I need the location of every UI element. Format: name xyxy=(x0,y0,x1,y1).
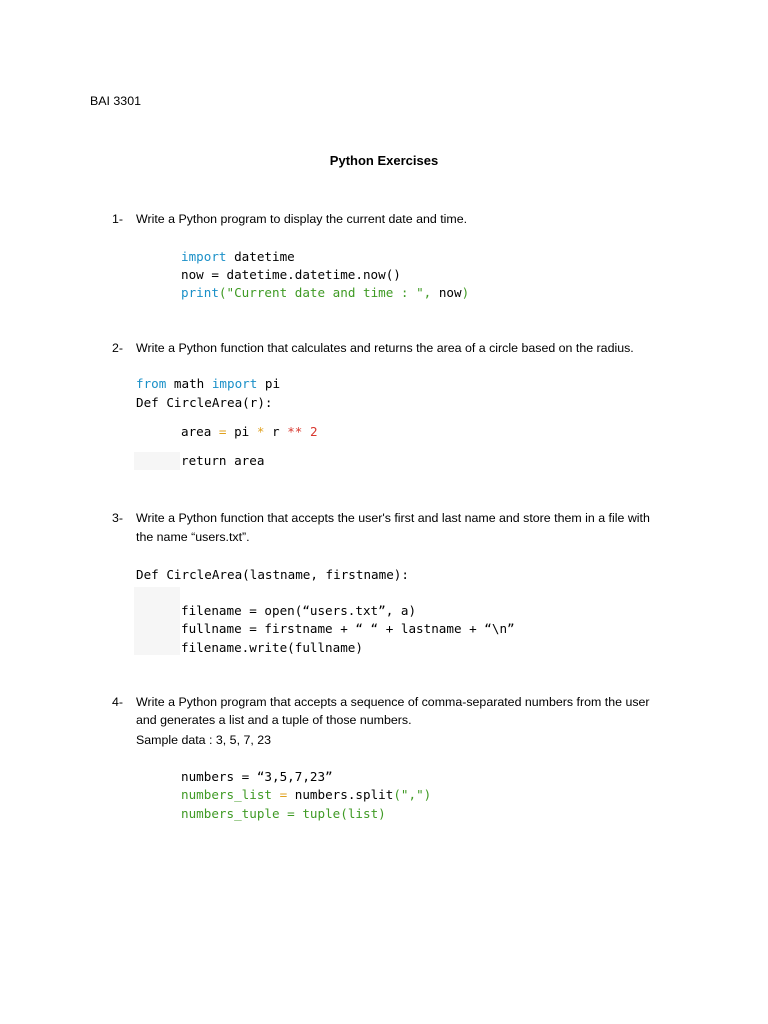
code-line: Def CircleArea(lastname, firstname): xyxy=(136,567,409,582)
keyword: import xyxy=(181,249,227,264)
operator: = xyxy=(287,806,295,821)
operator: * xyxy=(256,424,265,439)
course-code: BAI 3301 xyxy=(90,94,141,108)
code-line: filename.write(fullname) xyxy=(181,640,363,655)
code-text: pi xyxy=(226,424,257,439)
number-literal: 2 xyxy=(302,424,318,439)
exercise-number: 3- xyxy=(112,511,124,525)
string-literal: "Current date and time : ", xyxy=(226,285,432,300)
code-line: fullname = firstname + “ “ + lastname + “\n” xyxy=(181,621,515,636)
code-text: math xyxy=(166,376,212,391)
code-line: now = datetime.datetime.now() xyxy=(181,267,401,282)
indent-shading xyxy=(134,452,180,470)
code-line xyxy=(181,285,469,300)
exercise-prompt-line-2: the name “users.txt”. xyxy=(136,530,250,544)
exercise-number: 4- xyxy=(112,695,124,709)
exercise-prompt: Write a Python program to display the current date and time. xyxy=(136,212,468,226)
code-text: area xyxy=(181,424,219,439)
code-text: r xyxy=(264,424,288,439)
keyword: print xyxy=(181,285,219,300)
exercise-number: 2- xyxy=(112,341,124,355)
code-line xyxy=(181,249,295,264)
code-text: numbers_tuple xyxy=(181,806,288,821)
code-text: numbers_list xyxy=(181,787,280,802)
code-line xyxy=(181,806,386,821)
code-line xyxy=(136,376,280,391)
code-line xyxy=(181,424,318,439)
indent-shading xyxy=(134,587,180,655)
page-title: Python Exercises xyxy=(329,153,439,168)
code-text: pi xyxy=(257,376,281,391)
code-text: now xyxy=(431,285,462,300)
code-text: numbers.split xyxy=(287,787,394,802)
code-punct: ( xyxy=(218,285,227,300)
keyword: from xyxy=(136,376,167,391)
code-line: Def CircleArea(r): xyxy=(136,395,273,410)
string-literal: (",") xyxy=(393,787,432,802)
exercise-number: 1- xyxy=(112,212,124,226)
code-punct: ) xyxy=(461,285,470,300)
code-line xyxy=(181,787,431,802)
sample-data: Sample data : 3, 5, 7, 23 xyxy=(136,733,272,747)
operator: = xyxy=(218,424,227,439)
code-text: tuple xyxy=(294,806,341,821)
code-text: (list) xyxy=(340,806,386,821)
code-line: numbers = “3,5,7,23” xyxy=(181,769,333,784)
operator: = xyxy=(279,787,288,802)
exercise-prompt-line-2: and generates a list and a tuple of those numbers. xyxy=(136,713,412,727)
operator: ** xyxy=(287,424,303,439)
exercise-prompt-line-1: Write a Python program that accepts a sequence of comma-separated numbers from the user xyxy=(136,695,650,709)
keyword: import xyxy=(211,376,258,391)
exercise-prompt: Write a Python function that calculates and returns the area of a circle based on the radius. xyxy=(136,341,634,355)
code-line: return area xyxy=(181,453,265,468)
code-line: filename = open(“users.txt”, a) xyxy=(181,603,417,618)
exercise-prompt-line-1: Write a Python function that accepts the user's first and last name and store them in a file with xyxy=(136,511,650,525)
code-text: datetime xyxy=(226,249,295,264)
